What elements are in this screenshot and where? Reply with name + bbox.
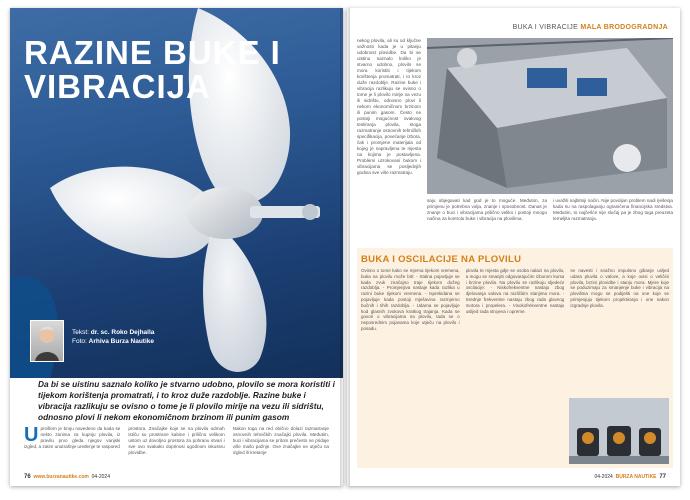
footer-url: www.burzanautike.com — [33, 474, 89, 480]
byline-text — [72, 328, 154, 337]
hero-photo — [10, 8, 343, 378]
byline-photo — [72, 337, 154, 346]
byline — [72, 328, 154, 346]
left-page-number: 76 — [24, 474, 31, 480]
section-header — [513, 24, 668, 31]
magazine-spread — [10, 8, 680, 488]
byline-text-author: dr. sc. Roko Dejhalla — [90, 329, 155, 336]
right-page — [347, 8, 680, 486]
title-line-2: VIBRACIJA — [24, 68, 211, 105]
sidebar-column-1: Ovisno o tome kako se mjerna tijekom vremena, buka na plovilu može biti: - Stalna pojavljuje se kada zvuk značajno traje tijekom dužeg razdoblja. - Promjenjiva nastaje kada razlika u razini buke tijekom vremena. - Isprekidana se pojavljuje kada postoji mješavina razmjerno bučnih i tihih razdoblja. - Udarna se pojavljuje kod glasnih zvukova kratkog trajanja. Kada se govori o vibracijama na plovilu, tada se o neposrednim pojavama koje utječu na plovilo i posadu. — [361, 268, 460, 331]
left-column-3: Nakon toga na red obično dolazi razmatranje osnovnih tehničkih značajki plovila. Međutim, buci i vibracijama se pritom prečesto ne pridaje više mašo pažnje. Ove značajke ne utječu na izgled ili kretanje — [232, 426, 329, 455]
right-middle-column-2: i uvažiti najbitniji način. Nije povoljan problem nadi rješenja kada su na raspolaganju ograničena financijska sredstva. Međutim, to najčešće nije slučaj pa je zbog toga preuzeta temeljita razmatranja. — [553, 198, 673, 221]
byline-text-label: Tekst: — [72, 329, 89, 336]
right-middle-column-1: saju objegavati kad god je to moguće. Međutim, za primjenu je potrebna volja, znanje i sposobnost. Danas je znanje o buci i vibracijama prilično veliko i postoji mnogo načina za kontrolu buke i vibracija na plovilima. — [427, 198, 547, 221]
byline-photo-label: Foto: — [72, 338, 87, 345]
right-top-column: nekog plovila, ali su od ključne važnosti kada je u pitanju udobnost plovidbe. Da bi se uistinu saznalo koliko je stvarno udobno, plovilo se mora koristiti i tijekom korištenja promatrati, i to kroz duže razdoblje. Razine buke i vibracija razlikuju se ovisno o tome je li plovilo mirije na vezu ili sidrištu, odnosno plovi li nekom ekonomičnom brzinom ili punim gasom. Često ne postoji mogućnost ovakvog testiranja plovila, stoga razmatranje osnovnih tehničkih specifikacija, povećanje izbora, čak i promjene materijala od kojeg je napravljena te mjesta na kojima je postavljena. Problemi uzrokovani bukom i vibracijama se posljednjih godina sve više razmatraju. — [357, 38, 421, 175]
left-column-1-text: prošlom je broju navedeno da kada se nekto zanima za kupnju plovila, iz pravilu prvo gleda njegov vanjski izgled, a zatim unutrašnje uređenje te raspored — [24, 426, 121, 449]
section-brand: MALA BRODOGRADNJA — [580, 24, 668, 31]
sidebar-column-3: se navesti i snažno impulsno gibanje usljed udara pluvila o valove, a koje ovisi o veličini plovila, brzini plovidbe i stanju mora. Mjere koje se poduzimaju za smanjenje buke i vibracija na plovilima mogu se podijeliti na one koje se primjenjuju tijekom projektiranja i one nakon izgradnje plovila. — [570, 268, 670, 308]
motors-photo — [569, 398, 669, 464]
sidebar-column-2: plovila te mjesta gdje se osoba nalazi na plovilu, a mogu se smanjiti odgovarajućim izborom kursa i brzine plovila. Na plovilu se razlikuju sljedeće oscilacije: - Niskofrekventne nastaju zbog djelovanja valova na različitim stanjima mora. - Srednje frekventne nastaju zbog rada glavnog motora i propelera. - Visokofrekventne nastaju uslijed rada strojeva i opreme. — [465, 268, 565, 314]
byline-photo-author: Arhiva Burza Nautike — [88, 338, 155, 345]
left-column-1 — [24, 426, 120, 470]
engine-room-photo — [427, 38, 673, 194]
article-title — [24, 36, 281, 104]
drop-cap: U — [24, 426, 39, 446]
sidebar-title: BUKA I OSCILACIJE NA PLOVILU — [361, 254, 522, 265]
author-photo — [30, 320, 64, 362]
section-label: BUKA I VIBRACIJE — [512, 24, 579, 31]
footer-brand: BURZA NAUTIKE — [615, 474, 657, 480]
left-column-2: prostora. Značajke koje se na plovilu odmah ističu su prostrane kabine i prilično velikom ustom uz dovoljno prostora za pohranu stvari i sve ovo svakako doprinosi ugodnom iskustvu plovidbe. — [128, 426, 225, 455]
spine-shadow — [340, 8, 350, 486]
left-issue: 04-2024 — [91, 474, 110, 480]
lead-paragraph: Da bi se uistinu saznalo koliko je stvarno udobno, plovilo se mora koristiti i tijekom korištenja promatrati, i to kroz duže razdoblje. Razine buke i vibracija razlikuju se ovisno o tome je li plovilo mirije na vezu ili sidrištu, odnosno plovi li nekom ekonomičnom brzinom ili punim gasom — [38, 379, 335, 422]
left-body-columns — [24, 426, 329, 470]
left-page — [10, 8, 343, 486]
right-footer — [594, 474, 666, 480]
left-footer — [24, 474, 110, 480]
right-page-number: 77 — [659, 474, 666, 480]
sidebar-box — [357, 248, 673, 468]
right-middle-columns — [427, 198, 673, 238]
title-line-1: RAZINE BUKE I — [24, 34, 281, 71]
right-issue: 04-2024 — [594, 474, 613, 480]
